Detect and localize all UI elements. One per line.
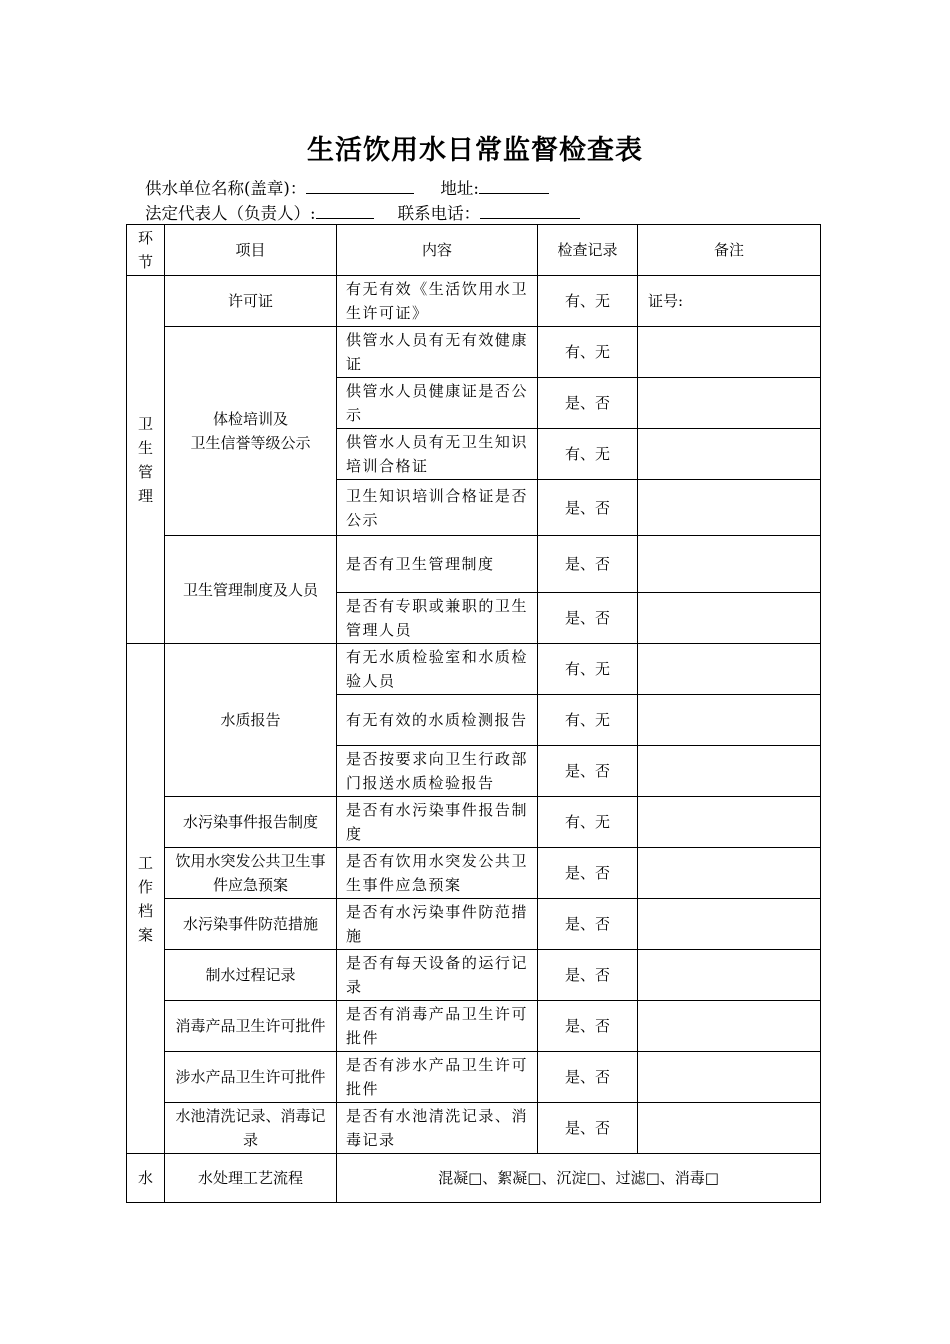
- table-row: [127, 1001, 821, 1052]
- content-cell: 是否有每天设备的运行记录: [337, 950, 538, 1001]
- note-cell[interactable]: [638, 1103, 821, 1154]
- content-cell: 是否有消毒产品卫生许可批件: [337, 1001, 538, 1052]
- section-hygiene-management: 卫生管理: [127, 276, 165, 644]
- table-row: [127, 536, 821, 593]
- phone-blank[interactable]: [480, 201, 580, 219]
- col-header-record: 检查记录: [538, 225, 638, 276]
- content-cell: 是否有水池清洗记录、消毒记录: [337, 1103, 538, 1154]
- col-header-item: 项目: [165, 225, 337, 276]
- unit-name-blank[interactable]: [306, 176, 414, 194]
- col-header-section: 环节: [127, 225, 165, 276]
- table-row: [127, 327, 821, 378]
- note-cell[interactable]: [638, 644, 821, 695]
- note-cell[interactable]: [638, 593, 821, 644]
- item-license: 许可证: [165, 276, 337, 327]
- table-row: [127, 1052, 821, 1103]
- content-cell: 是否有涉水产品卫生许可批件: [337, 1052, 538, 1103]
- content-cell: 是否有水污染事件防范措施: [337, 899, 538, 950]
- record-cell[interactable]: 是、否: [538, 848, 638, 899]
- table-row: [127, 797, 821, 848]
- legal-rep-blank[interactable]: [316, 201, 374, 219]
- table-row: [127, 276, 821, 327]
- item-tank-cleaning-records: 水池清洗记录、消毒记录: [165, 1103, 337, 1154]
- note-cell[interactable]: [638, 429, 821, 480]
- header-line-2: [145, 201, 580, 225]
- content-cell: 供管水人员健康证是否公示: [337, 378, 538, 429]
- record-cell[interactable]: 是、否: [538, 536, 638, 593]
- col-header-note: 备注: [638, 225, 821, 276]
- record-cell[interactable]: 有、无: [538, 276, 638, 327]
- note-cell[interactable]: [638, 848, 821, 899]
- note-cell[interactable]: [638, 536, 821, 593]
- record-cell[interactable]: 是、否: [538, 1001, 638, 1052]
- page-title: 生活饮用水日常监督检查表: [307, 135, 643, 166]
- item-pollution-report-system: 水污染事件报告制度: [165, 797, 337, 848]
- content-cell: 有无有效的水质检测报告: [337, 695, 538, 746]
- col-header-content: 内容: [337, 225, 538, 276]
- item-emergency-plan: 饮用水突发公共卫生事件应急预案: [165, 848, 337, 899]
- note-cell[interactable]: [638, 378, 821, 429]
- content-cell: 是否有水污染事件报告制度: [337, 797, 538, 848]
- content-cell: 有无水质检验室和水质检验人员: [337, 644, 538, 695]
- item-production-records: 制水过程记录: [165, 950, 337, 1001]
- record-cell[interactable]: 是、否: [538, 1052, 638, 1103]
- note-cell[interactable]: [638, 695, 821, 746]
- item-disinfectant-license: 消毒产品卫生许可批件: [165, 1001, 337, 1052]
- item-water-quality-report: 水质报告: [165, 644, 337, 797]
- record-cell[interactable]: 是、否: [538, 378, 638, 429]
- record-cell[interactable]: 是、否: [538, 1103, 638, 1154]
- record-cell[interactable]: 是、否: [538, 480, 638, 536]
- unit-name-label: 供水单位名称(盖章)：: [145, 179, 307, 198]
- note-cell[interactable]: [638, 797, 821, 848]
- note-cell[interactable]: [638, 899, 821, 950]
- content-cell: 是否有专职或兼职的卫生管理人员: [337, 593, 538, 644]
- item-water-product-license: 涉水产品卫生许可批件: [165, 1052, 337, 1103]
- content-cell: 供管水人员有无有效健康证: [337, 327, 538, 378]
- note-cell[interactable]: [638, 480, 821, 536]
- record-cell[interactable]: 是、否: [538, 593, 638, 644]
- note-cell[interactable]: [638, 746, 821, 797]
- legal-rep-label: 法定代表人（负责人）:: [145, 204, 316, 223]
- inspection-table: [126, 224, 821, 1203]
- content-cell: 卫生知识培训合格证是否公示: [337, 480, 538, 536]
- phone-label: 联系电话：: [397, 204, 481, 223]
- record-cell[interactable]: 是、否: [538, 746, 638, 797]
- section-work-records: 工作档案: [127, 644, 165, 1154]
- note-cell[interactable]: [638, 1052, 821, 1103]
- content-cell: 有无有效《生活饮用水卫生许可证》: [337, 276, 538, 327]
- record-cell[interactable]: 有、无: [538, 695, 638, 746]
- address-blank[interactable]: [479, 176, 549, 194]
- content-cell: 是否按要求向卫生行政部门报送水质检验报告: [337, 746, 538, 797]
- item-management-system: 卫生管理制度及人员: [165, 536, 337, 644]
- table-row: [127, 848, 821, 899]
- content-cell: 是否有卫生管理制度: [337, 536, 538, 593]
- record-cell[interactable]: 是、否: [538, 950, 638, 1001]
- section-water: 水: [127, 1154, 165, 1203]
- record-cell[interactable]: 有、无: [538, 327, 638, 378]
- item-pollution-prevention: 水污染事件防范措施: [165, 899, 337, 950]
- table-row: [127, 1154, 821, 1203]
- record-cell[interactable]: 有、无: [538, 797, 638, 848]
- record-cell[interactable]: 是、否: [538, 899, 638, 950]
- table-row: [127, 899, 821, 950]
- table-row: [127, 950, 821, 1001]
- header-line-1: [145, 176, 549, 200]
- record-cell[interactable]: 有、无: [538, 429, 638, 480]
- item-health-training: 体检培训及 卫生信誉等级公示: [165, 327, 337, 536]
- process-options[interactable]: 混凝□、絮凝□、沉淀□、过滤□、消毒□: [337, 1154, 821, 1203]
- content-cell: 供管水人员有无卫生知识培训合格证: [337, 429, 538, 480]
- table-row: [127, 1103, 821, 1154]
- content-cell: 是否有饮用水突发公共卫生事件应急预案: [337, 848, 538, 899]
- table-header-row: [127, 225, 821, 276]
- record-cell[interactable]: 有、无: [538, 644, 638, 695]
- table-row: [127, 644, 821, 695]
- note-cell[interactable]: 证号:: [638, 276, 821, 327]
- item-treatment-process: 水处理工艺流程: [165, 1154, 337, 1203]
- note-cell[interactable]: [638, 1001, 821, 1052]
- address-label: 地址:: [440, 179, 479, 198]
- note-cell[interactable]: [638, 950, 821, 1001]
- note-cell[interactable]: [638, 327, 821, 378]
